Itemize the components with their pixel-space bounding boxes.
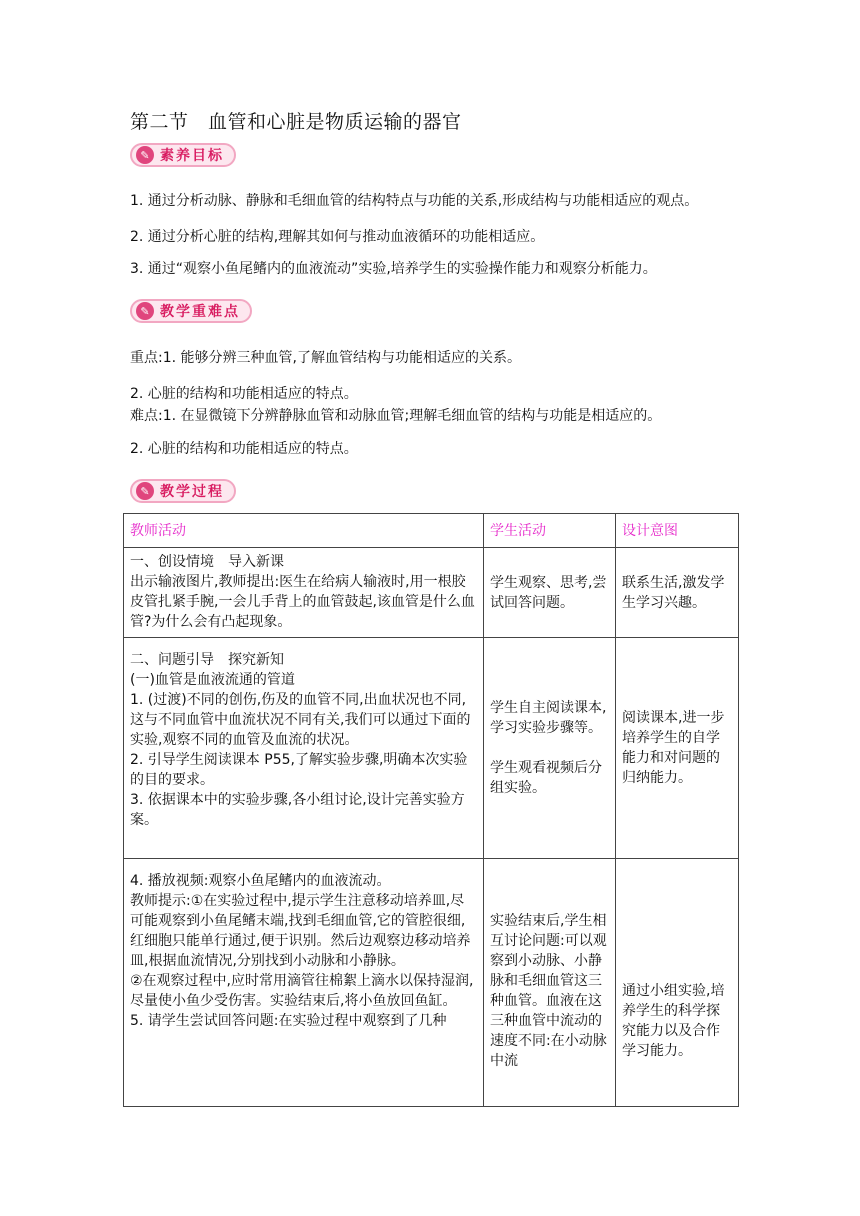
cell-line: 4. 播放视频:观察小鱼尾鳍内的血液流动。 [130,873,391,889]
cell-line: 3. 依据课本中的实验步骤,各小组讨论,设计完善实验方案。 [130,792,465,828]
student-cell [484,548,616,638]
cell-line: 1. (过渡)不同的创伤,伤及的血管不同,出血状况也不同,这与不同血管中血流状况不同有关,我们可以通过下面的实验,观察不同的血管及血流的状况。 [130,692,471,748]
cell-line: 联系生活,激发学生学习兴趣。 [622,574,725,611]
section-badge-key-points [130,299,252,323]
cell-line: 实验结束后,学生相互讨论问题:可以观察到小动脉、小静脉和毛细血管这三种血管。血液在这三种血管中流动的速度不同:在小动脉中流 [490,913,607,1069]
goal-item: 2. 通过分析心脏的结构,理解其如何与推动血液循环的功能相适应。 [130,229,545,245]
table-row [124,638,739,859]
header-intent: 设计意图 [616,514,739,548]
teacher-cell [124,548,484,638]
key-point-item: 2. 心脏的结构和功能相适应的特点。 [130,441,358,457]
cell-line: 通过小组实验,培养学生的科学探究能力以及合作学习能力。 [622,983,725,1059]
header-teacher: 教师活动 [124,514,484,548]
book-icon: ✎ [136,302,154,320]
cell-line: 学生观看视频后分组实验。 [490,760,602,796]
cell-line: 阅读课本,进一步培养学生的自学能力和对问题的归纳能力。 [622,710,725,786]
section-badge-label: 素养目标 [160,148,224,164]
cell-line: ②在观察过程中,应时常用滴管往棉絮上滴水以保持湿润,尽量使小鱼少受伤害。实验结束后,将小鱼放回鱼缸。 [130,973,474,1009]
cell-line: 二、问题引导 探究新知 [130,652,284,668]
cell-line: 学生观察、思考,尝试回答问题。 [490,574,607,611]
process-table [123,513,739,1107]
table-row [124,548,739,638]
cell-line: 学生自主阅读课本,学习实验步骤等。 [490,700,607,736]
section-badge-process [130,479,236,503]
cell-line: 2. 引导学生阅读课本 P55,了解实验步骤,明确本次实验的目的要求。 [130,752,468,788]
section-badge-label: 教学重难点 [160,304,240,320]
intent-cell [616,638,739,859]
cell-line: 5. 请学生尝试回答问题:在实验过程中观察到了几种 [130,1013,447,1029]
key-point-item: 重点:1. 能够分辨三种血管,了解血管结构与功能相适应的关系。 [130,350,521,366]
teacher-cell [124,638,484,859]
book-icon: ✎ [136,146,154,164]
goal-item: 3. 通过“观察小鱼尾鳍内的血液流动”实验,培养学生的实验操作能力和观察分析能力。 [130,261,657,277]
intent-cell [616,548,739,638]
cell-line: 一、创设情境 导入新课 [130,554,284,570]
key-point-item: 2. 心脏的结构和功能相适应的特点。 [130,386,358,402]
goal-item: 1. 通过分析动脉、静脉和毛细血管的结构特点与功能的关系,形成结构与功能相适应的观点。 [130,193,699,209]
student-cell [484,638,616,859]
cell-line: (一)血管是血液流通的管道 [130,672,295,688]
intent-cell [616,859,739,1107]
teacher-cell [124,859,484,1107]
cell-line: 教师提示:①在实验过程中,提示学生注意移动培养皿,尽可能观察到小鱼尾鳍末端,找到毛细血管,它的管腔很细,红细胞只能单行通过,便于识别。然后边观察边移动培养皿,根据血流情况,分别找到小动脉和小静脉。 [130,893,471,969]
student-cell [484,859,616,1107]
header-student: 学生活动 [484,514,616,548]
section-badge-label: 教学过程 [160,484,224,500]
cell-line: 出示输液图片,教师提出:医生在给病人输液时,用一根胶皮管扎紧手腕,一会儿手背上的血管鼓起,该血管是什么血管?为什么会有凸起现象。 [130,574,475,630]
table-row [124,859,739,1107]
section-badge-goals [130,143,236,167]
book-icon: ✎ [136,482,154,500]
page-title: 第二节 血管和心脏是物质运输的器官 [130,111,462,133]
table-header-row [124,514,739,548]
key-point-item: 难点:1. 在显微镜下分辨静脉血管和动脉血管;理解毛细血管的结构与功能是相适应的。 [130,408,662,424]
